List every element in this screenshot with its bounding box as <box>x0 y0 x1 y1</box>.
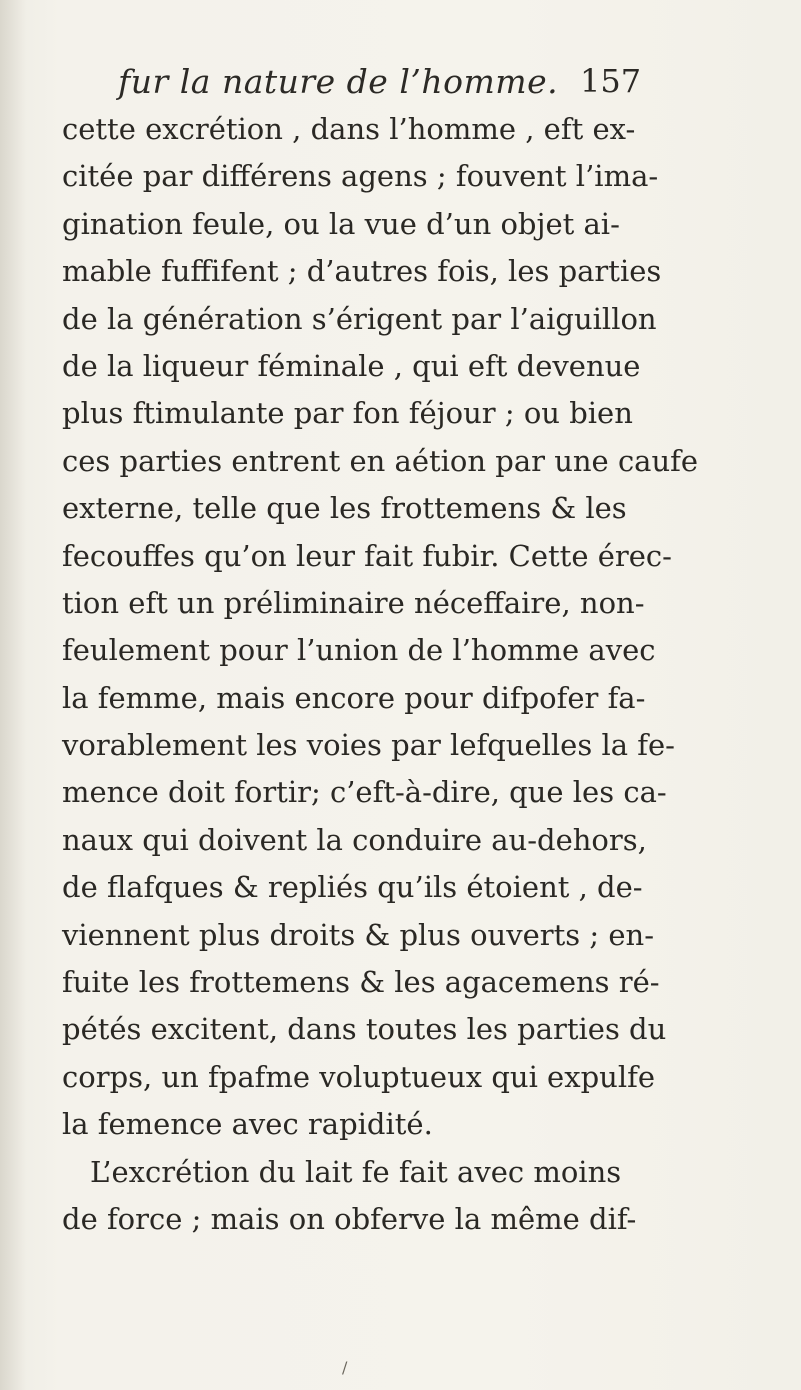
text-line: la femme, mais encore pour difpofer fa- <box>62 680 646 715</box>
text-line: de la génération s’érigent par l’aiguillon <box>62 301 657 336</box>
text-line: vorablement les voies par lefquelles la fe- <box>62 728 675 763</box>
text-line: ces parties entrent en aétion par une caufe <box>62 443 699 478</box>
text-line: cette excrétion , dans l’homme , eft ex- <box>62 112 636 146</box>
text-line: plus ftimulante par fon féjour ; ou bien <box>62 396 633 431</box>
text-line: fuite les frottemens & les agacemens ré- <box>62 965 660 1000</box>
text-line: pétés excitent, dans toutes les parties du <box>62 1012 667 1047</box>
text-line: mable fuffifent ; d’autres fois, les parties <box>62 254 662 289</box>
page-number: 157 <box>580 62 642 100</box>
text-line: de la liqueur féminale , qui eft devenue <box>62 348 641 383</box>
text-line: externe, telle que les frottemens & les <box>62 491 627 526</box>
text-line: feulement pour l’union de l’homme avec <box>62 633 656 668</box>
body-text <box>62 106 742 1243</box>
text-line: de flafques & repliés qu’ils étoient , de- <box>62 870 643 905</box>
text-line: gination feule, ou la vue d’un objet ai- <box>62 206 620 241</box>
page-header <box>118 62 718 110</box>
text-line: citée par différens agens ; fouvent l’ima- <box>62 159 659 194</box>
text-line: la femence avec rapidité. <box>62 1107 433 1142</box>
running-title: fur la nature de l’homme. <box>118 62 559 101</box>
text-line: corps, un fpafme voluptueux qui expulfe <box>62 1059 655 1094</box>
text-line: viennent plus droits & plus ouverts ; en- <box>62 917 654 952</box>
text-line: de force ; mais on obferve la même dif- <box>62 1201 637 1236</box>
text-line: fecouffes qu’on leur fait fubir. Cette érec- <box>62 538 672 573</box>
stray-mark: / <box>342 1358 348 1377</box>
paragraph-start-line: L’excrétion du lait fe fait avec moins <box>90 1154 622 1189</box>
text-line: tion eft un préliminaire néceffaire, non- <box>62 585 645 620</box>
text-line: mence doit fortir; c’eft-à-dire, que les ca- <box>62 775 667 810</box>
text-line: naux qui doivent la conduire au-dehors, <box>62 822 647 857</box>
page-gutter-shadow <box>0 0 26 1390</box>
